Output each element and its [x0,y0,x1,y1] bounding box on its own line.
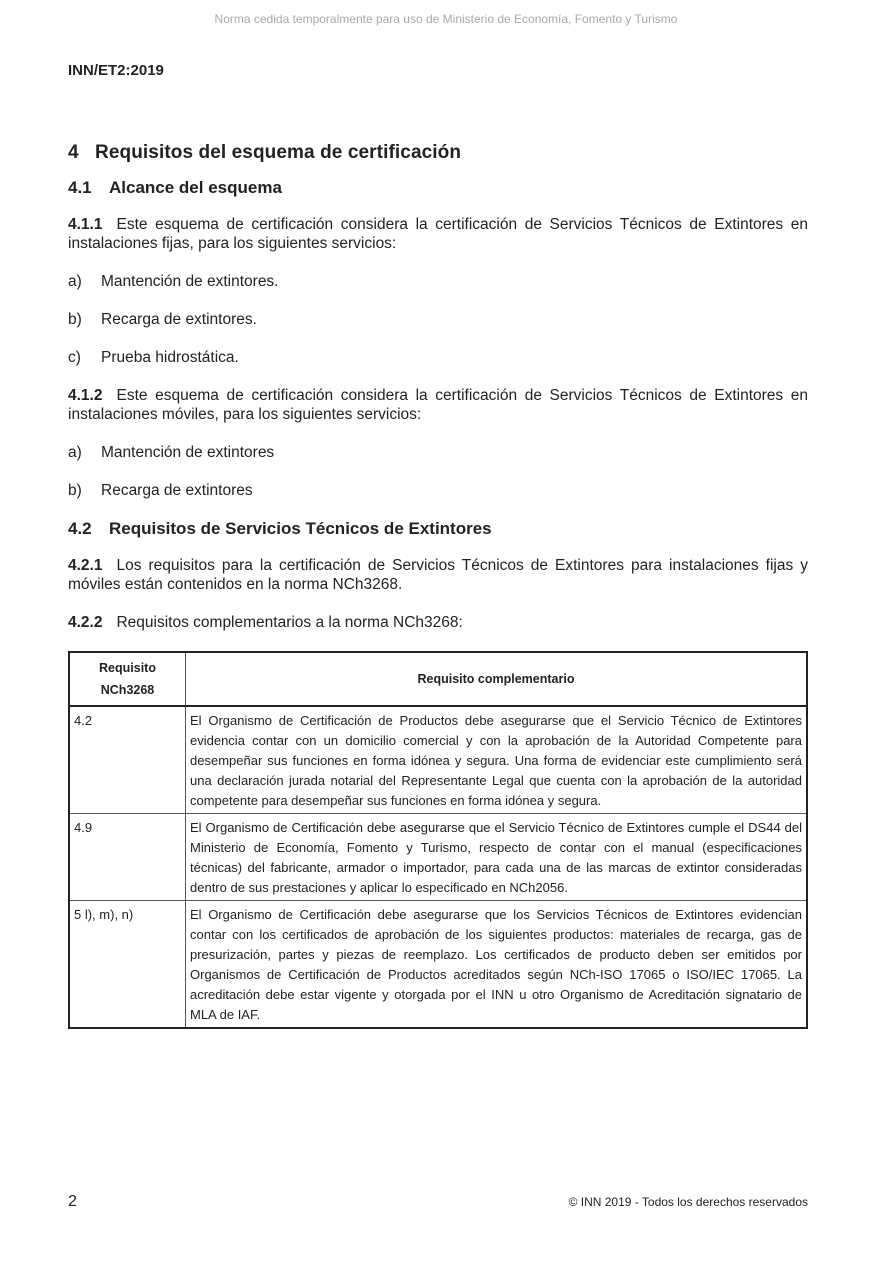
requirement-ref: 4.2 [69,706,186,814]
list-label: a) [68,444,82,461]
list-item [68,310,808,329]
clause-text: Este esquema de certificación considera la certificación de Servicios Técnicos de Extintores en instalaciones móviles, para los siguientes servicios: [68,387,808,423]
list-item [68,481,808,500]
requirement-ref: 4.9 [69,814,186,901]
clause-text: Este esquema de certificación considera la certificación de Servicios Técnicos de Extintores en instalaciones fijas, para los siguientes servicios: [68,216,808,252]
table-row [69,814,807,901]
document-code: INN/ET2:2019 [68,62,164,79]
section-title: Requisitos de Servicios Técnicos de Extintores [109,519,492,538]
clause-number: 4.2.2 [68,614,103,631]
clause-text: Los requisitos para la certificación de Servicios Técnicos de Extintores para instalaciones fijas y móviles están contenidos en la norma NCh3268. [68,557,808,593]
requirement-ref: 5 l), m), n) [69,901,186,1029]
section-heading-4 [68,142,808,164]
list-label: b) [68,311,82,328]
clause-4-1-1 [68,215,808,253]
list-item [68,272,808,291]
header-requisito-complementario: Requisito complementario [186,652,808,706]
requirements-table [68,651,808,1029]
list-label: c) [68,349,81,366]
section-number: 4.1 [68,178,92,197]
section-number: 4.2 [68,519,92,538]
list-item [68,443,808,462]
header-line: Requisito [99,661,156,675]
section-number: 4 [68,142,79,163]
clause-4-2-2 [68,613,808,632]
table-header-row [69,652,807,706]
clause-4-1-2 [68,386,808,424]
clause-text: Requisitos complementarios a la norma NCh3268: [116,614,463,631]
requirement-text: El Organismo de Certificación debe asegurarse que los Servicios Técnicos de Extintores evidencian contar con los certificados de aprobación de los siguientes productos: materiales de recarga, gas de presurización, partes y piezas de reemplazo. Los certificados de producto deben ser emitidos por Organismos de Certificación de Productos acreditados según NCh-ISO 17065 o ISO/IEC 17065. La acreditación debe estar vigente y otorgada por el INN u otro Organismo de Acreditación signatario de MLA de IAF. [186,901,808,1029]
requirement-text: El Organismo de Certificación de Productos debe asegurarse que el Servicio Técnico de Extintores evidencia contar con un domicilio comercial y con la aprobación de la Autoridad Competente para desempeñar sus funciones en forma idónea y segura. Una forma de evidenciar este cumplimiento será una declaración jurada notarial del Representante Legal que cuenta con la aprobación de la autoridad competente para desempeñar sus funciones en forma idónea y segura. [186,706,808,814]
header-requisito-nch3268 [69,652,186,706]
clause-number: 4.1.2 [68,387,103,404]
list-text: Recarga de extintores. [101,311,257,328]
page-number: 2 [68,1193,77,1210]
list-label: b) [68,482,82,499]
section-title: Alcance del esquema [109,178,282,197]
list-text: Mantención de extintores. [101,273,279,290]
list-label: a) [68,273,82,290]
page-content [68,142,808,1029]
list-text: Mantención de extintores [101,444,275,461]
section-heading-4-2 [68,519,808,539]
section-title: Requisitos del esquema de certificación [95,142,462,163]
requirement-text: El Organismo de Certificación debe asegurarse que el Servicio Técnico de Extintores cumple el DS44 del Ministerio de Economía, Fomento y Turismo, respecto de contar con el manual (especificaciones técnicas) del fabricante, armador o importador, para cada una de las marcas de extintor consideradas dentro de sus prestaciones y aplicar lo especificado en NCh2056. [186,814,808,901]
watermark: Norma cedida temporalmente para uso de Ministerio de Economía, Fomento y Turismo [214,12,678,26]
list-text: Prueba hidrostática. [101,349,239,366]
clause-4-2-1 [68,556,808,594]
section-heading-4-1 [68,178,808,198]
copyright-notice: © INN 2019 - Todos los derechos reservados [568,1195,808,1209]
clause-number: 4.1.1 [68,216,103,233]
list-item [68,348,808,367]
header-line: NCh3268 [100,683,155,697]
table-row [69,901,807,1029]
table-row [69,706,807,814]
clause-number: 4.2.1 [68,557,103,574]
list-text: Recarga de extintores [101,482,253,499]
